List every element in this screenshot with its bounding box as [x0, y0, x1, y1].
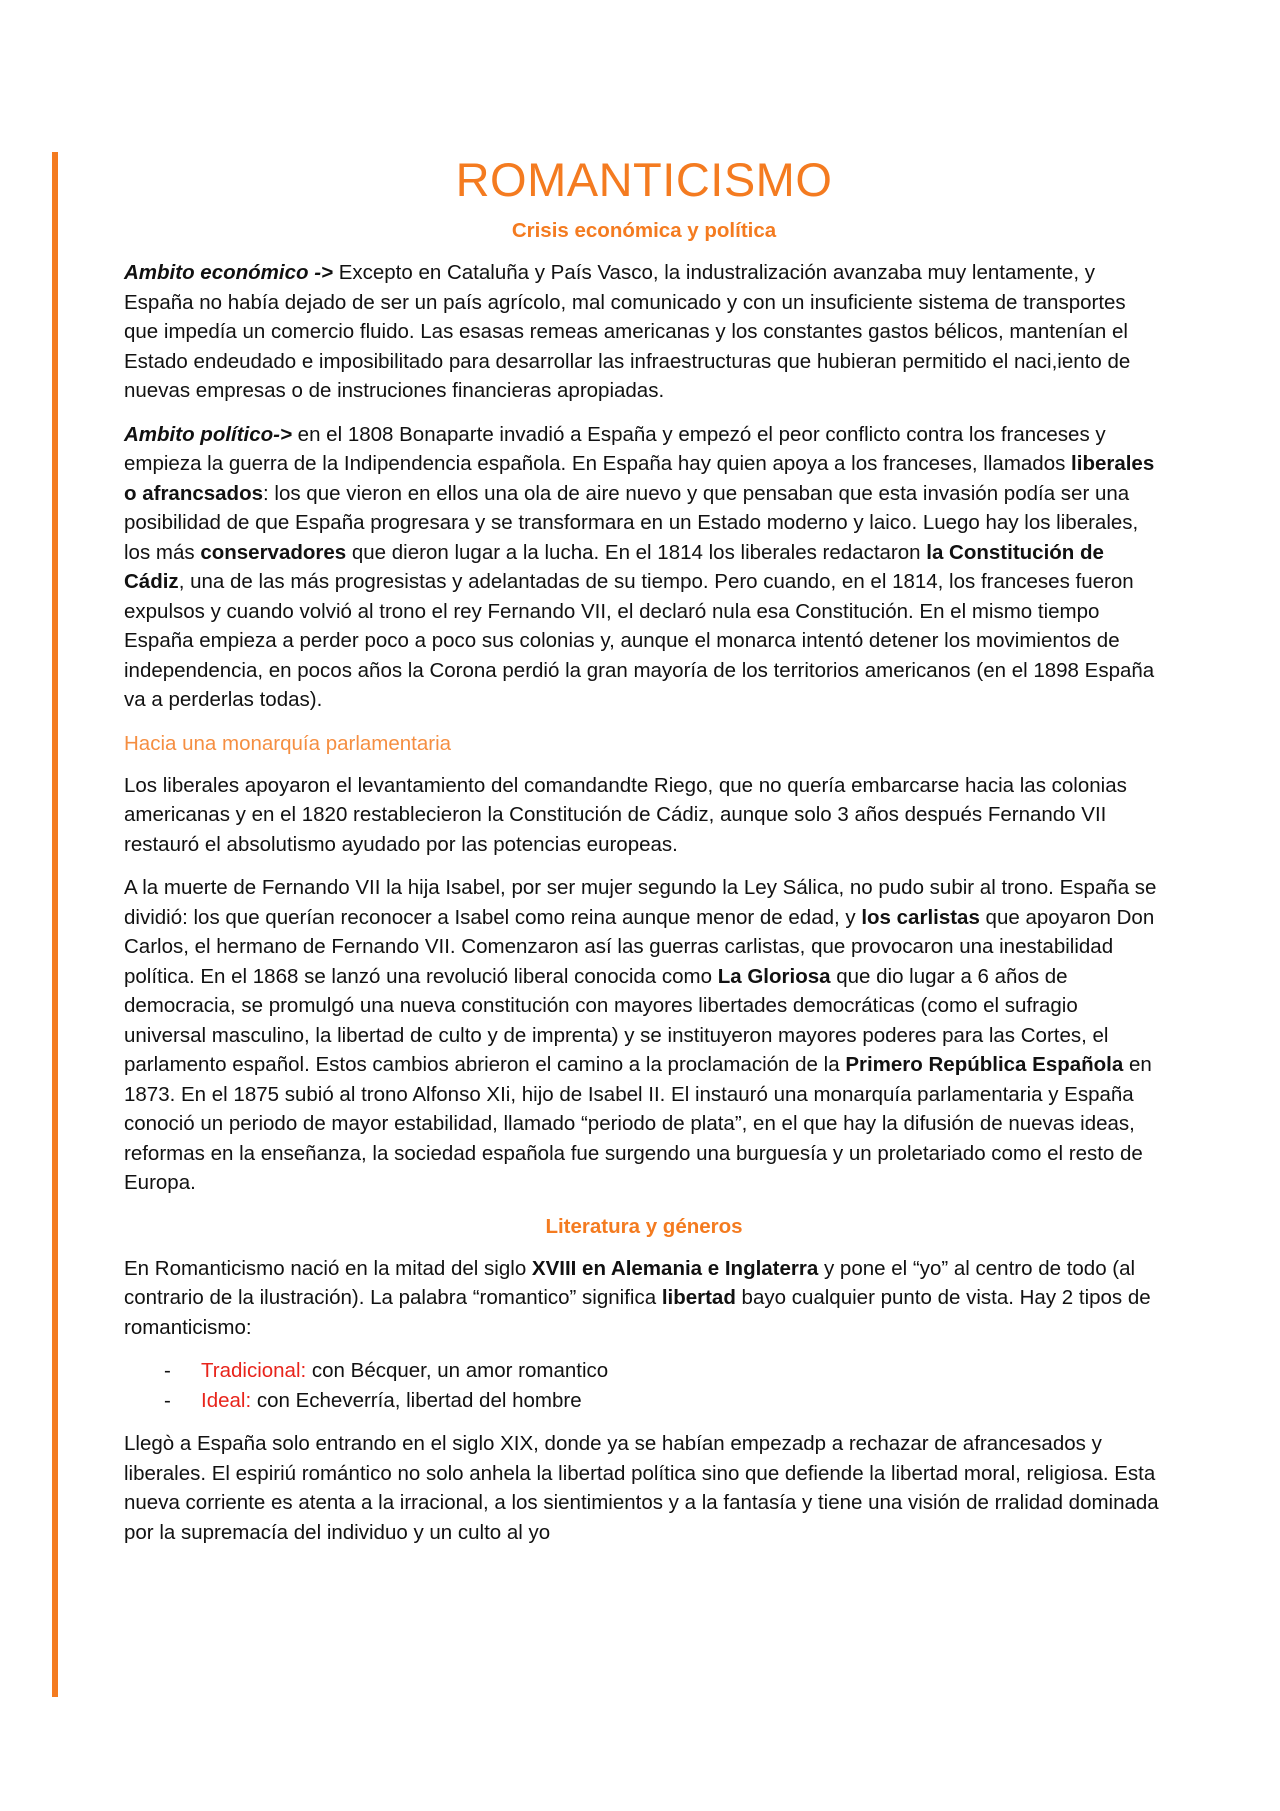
text-isabel-1: A la muerte de Fernando VII la hija Isabel, por ser mujer segundo la Ley Sálica, no pudo subir al trono. España se dividió: los que querían reconocer a Isabel como reina aunque menor de edad, y — [124, 876, 1157, 929]
list-term-tradicional: Tradicional: — [201, 1359, 307, 1382]
document-body — [124, 150, 1164, 1561]
lead-political: Ambito político-> — [124, 422, 292, 446]
list-term-ideal: Ideal: — [201, 1388, 252, 1412]
text-origen-3: bayo cualquier punto de vista. Hay 2 tipos de romanticismo: — [124, 1286, 1151, 1339]
bold-carlistas: los carlistas — [861, 905, 980, 929]
lead-economic: Ambito económico -> — [124, 261, 334, 284]
text-political-2: : los que vieron en ellos una ola de aire nuevo y que pensaban que esta invasión podía ser una posibilidad de que España progresara y se transformara en un Estado moderno y laico. Luego hay los liberales, los más — [124, 481, 1139, 564]
list-item — [124, 1356, 1164, 1386]
text-political-1: en el 1808 Bonaparte invadió a España y empezó el peor conflicto contra los franceses y empieza la guerra de la Indipendencia española. En España hay quien apoya a los franceses, llamados — [124, 422, 1106, 475]
bold-libertad: libertad — [661, 1286, 736, 1309]
paragraph-origen — [124, 1254, 1164, 1343]
document-title: ROMANTICISMO — [455, 153, 833, 206]
paragraph-riego: Los liberales apoyaron el levantamiento del comandandte Riego, que no quería embarcarse hacia las colonias americanas y en el 1820 restablecieron la Constitución de Cádiz, aunque solo 3 años después Fernando VII restauró el absolutismo ayudado por las potencias europeas. — [124, 773, 1127, 856]
text-origen-2: y pone el “yo” al centro de todo (al contrario de la ilustración). La palabra “romantico” significa — [124, 1256, 1136, 1309]
paragraph-political — [124, 420, 1164, 715]
list-desc-tradicional: con Bécquer, un amor romantico — [306, 1359, 609, 1382]
list-item — [124, 1386, 1164, 1416]
bold-afrancesados: liberales o afrancsados — [124, 452, 1155, 505]
text-origen-1: En Romanticismo nació en la mitad del siglo — [124, 1256, 532, 1280]
text-political-4: , una de las más progresistas y adelantadas de su tiempo. Pero cuando, en el 1814, los franceses fueron expulsos y cuando volvió al trono el rey Fernando VII, el declaró nula esa Constitución. En el mismo tiempo España empieza a perder poco a poco sus colonias y, aunque el monarca intentó detener los movimientos de independencia, en pocos años la Corona perdió la gran mayoría de los territorios americanos (en el 1898 España va a perderlas todas). — [124, 570, 1155, 711]
left-accent-bar — [52, 152, 58, 1697]
bold-conservadores: conservadores — [200, 540, 347, 564]
list-dash: - — [164, 1359, 171, 1382]
bold-la-gloriosa: La Gloriosa — [717, 964, 831, 988]
section-heading-crisis: Crisis económica y política — [511, 219, 777, 242]
text-isabel-3: que dio lugar a 6 años de democracia, se promulgó una nueva constitución con mayores libertades democráticas (como el sufragio universal masculino, la libertad de culto y de imprenta) y se instituyeron mayores poderes para las Cortes, el parlamento español. Estos cambios abrieron el camino a la proclamación de la — [124, 964, 1109, 1076]
bold-constitucion-cadiz: la Constitución de Cádiz — [124, 540, 1104, 593]
subheading-monarquia: Hacia una monarquía parlamentaria — [124, 731, 452, 755]
romanticism-types-list — [124, 1356, 1164, 1415]
bold-primera-republica: Primero República Española — [845, 1053, 1124, 1076]
text-isabel-2: que apoyaron Don Carlos, el hermano de Fernando VII. Comenzaron así las guerras carlistas, que provocaron una inestabilidad política. En el 1868 se lanzó una revolució liberal conocida como — [124, 905, 1155, 988]
text-isabel-4: en 1873. En el 1875 subió al trono Alfonso XIi, hijo de Isabel II. El instauró una monarquía parlamentaria y España conoció un periodo de mayor estabilidad, llamado “periodo de plata”, en el que hay la difusión de nuevas ideas, reformas en la enseñanza, la sociedad española fue surgendo una burguesía y un proletariado como el resto de Europa. — [124, 1053, 1152, 1194]
paragraph-isabel — [124, 873, 1164, 1198]
paragraph-economic — [124, 258, 1164, 406]
section-heading-literatura: Literatura y géneros — [545, 1214, 743, 1238]
list-dash: - — [164, 1388, 171, 1412]
paragraph-espana-siglo-xix: Llegò a España solo entrando en el siglo XIX, donde ya se habían empezadp a rechazar de afrancesados y liberales. El espiriú romántico no solo anhela la libertad política sino que defiende la libertad moral, religiosa. Esta nueva corriente es atenta a la irracional, a los sientimientos y a la fantasía y tiene una visión de rralidad dominada por la supremacía del individuo y un culto al yo — [124, 1432, 1159, 1544]
text-economic: Excepto en Cataluña y País Vasco, la industralización avanzaba muy lentamente, y España no había dejado de ser un país agrícolo, mal comunicado y con un insuficiente sistema de transportes que impedía un comercio fluido. Las esasas remeas americanas y los constantes gastos bélicos, mantenían el Estado endeudado e imposibilitado para desarrollar las infraestructuras que hubieran permitido el naci,iento de nuevas empresas o de instruciones financieras apropiadas. — [124, 261, 1131, 402]
bold-alemania-inglaterra: XVIII en Alemania e Inglaterra — [531, 1256, 819, 1280]
text-political-3: que dieron lugar a la lucha. En el 1814 los liberales redactaron — [346, 540, 927, 564]
list-desc-ideal: con Echeverría, libertad del hombre — [251, 1388, 582, 1412]
